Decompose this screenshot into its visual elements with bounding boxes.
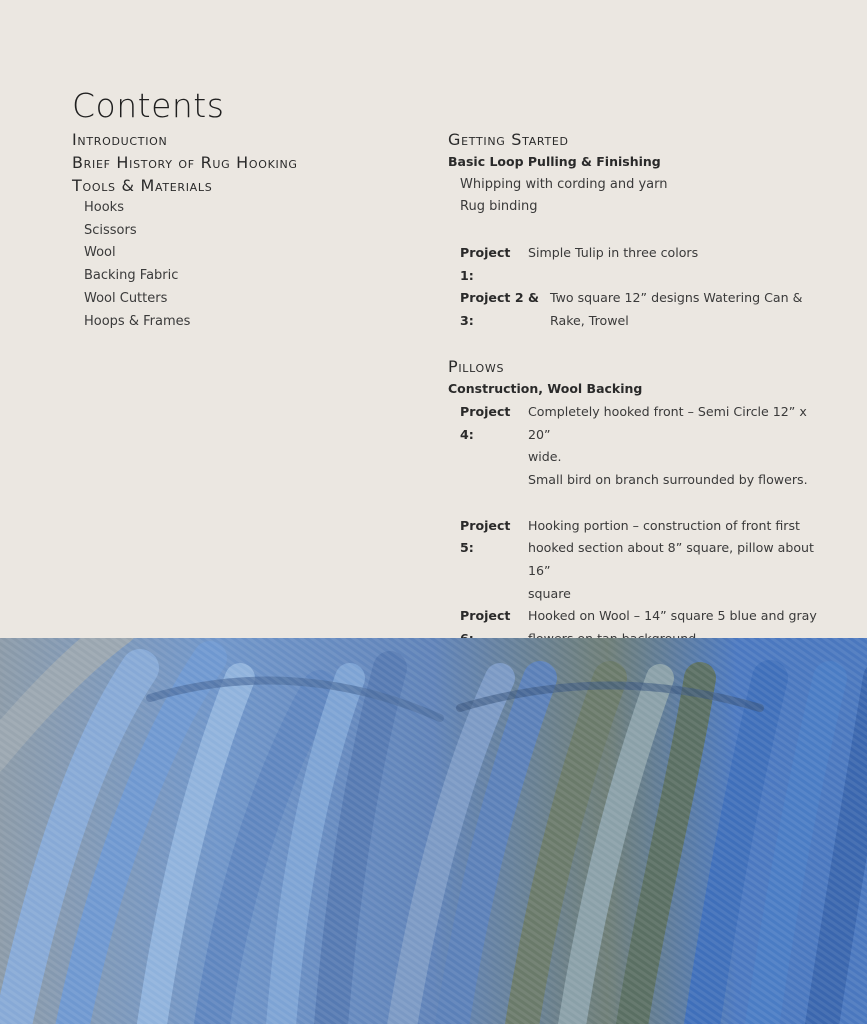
contents-right-column: [448, 128, 828, 651]
section-introduction: Introduction: [72, 130, 168, 149]
project-label: Project 2 & 3:: [460, 290, 539, 328]
list-item: Whipping with cording and yarn: [460, 176, 668, 192]
project-2-3: [448, 287, 828, 332]
project-line: Hooked on Wool – 14” square 5 blue and gray: [528, 608, 817, 624]
wool-strips-image: [0, 638, 867, 1024]
project-line: Simple Tulip in three colors: [528, 244, 699, 260]
project-line: Completely hooked front – Semi Circle 12” x 20”: [528, 404, 807, 442]
project-line: Small bird on branch surrounded by flowers.: [528, 472, 808, 488]
project-line: wide.: [528, 449, 562, 465]
project-line: Hooking portion – construction of front first: [528, 517, 800, 533]
list-item: Rug binding: [460, 199, 538, 215]
section-pillows: Pillows: [448, 357, 505, 377]
project-5: [448, 515, 828, 606]
page-title: Contents: [72, 86, 225, 125]
project-line: Rake, Trowel: [550, 312, 629, 328]
project-description: [528, 401, 828, 492]
project-description: [528, 242, 698, 287]
section-brief-history: Brief History of Rug Hooking: [72, 153, 298, 172]
section-getting-started: Getting Started: [448, 130, 569, 149]
list-item: Scissors: [84, 222, 137, 238]
list-item: Wool: [84, 245, 116, 261]
project-line: hooked section about 8” square, pillow about 16”: [528, 540, 814, 578]
contents-left-column: [72, 128, 432, 333]
project-4: [448, 401, 828, 492]
project-line: square: [528, 585, 571, 601]
project-label: Project: [460, 608, 511, 624]
subsection-construction: Construction, Wool Backing: [448, 381, 643, 397]
project-label: Project 5:: [460, 517, 511, 556]
wool-strips-illustration: [0, 638, 867, 1024]
project-label: Project 1:: [460, 244, 511, 283]
list-item: Backing Fabric: [84, 268, 179, 284]
list-item: Wool Cutters: [84, 290, 168, 306]
project-description: [528, 515, 828, 606]
list-item: Hoops & Frames: [84, 313, 191, 329]
list-item: Hooks: [84, 200, 124, 215]
subsection-basic-loop: Basic Loop Pulling & Finishing: [448, 154, 661, 169]
project-label: Project 4:: [460, 404, 511, 442]
project-line: Two square 12” designs Watering Can &: [550, 290, 803, 306]
project-description: [550, 287, 802, 332]
project-1: [448, 242, 828, 287]
section-tools-materials: Tools & Materials: [72, 176, 213, 195]
